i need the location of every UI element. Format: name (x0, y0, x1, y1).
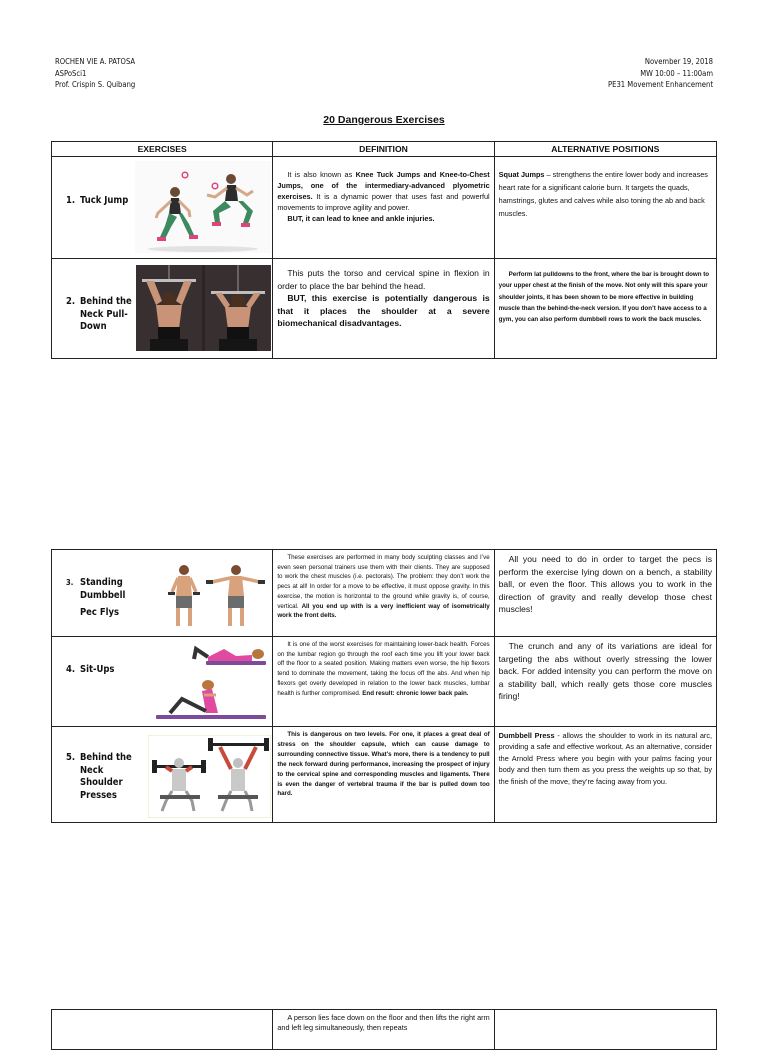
sit-up-image (146, 639, 271, 725)
table-header-row (52, 142, 717, 157)
alternative-cell: Squat Jumps – strengthens the entire lower body and increases heart rate for a significant calorie burn. It targets the quads, hamstrings, glutes and calves while also toning the ab and back muscles. (494, 157, 716, 259)
date: November 19, 2018 (644, 57, 713, 66)
exercises-table-3 (51, 1009, 717, 1050)
exercise-name: 3. Standing Dumbbell Pec Flys (66, 577, 126, 618)
header-definition: DEFINITION (273, 142, 494, 157)
header-alternative: ALTERNATIVE POSITIONS (494, 142, 716, 157)
alternative-cell: All you need to do in order to target the pecs is perform the exercise lying down on a bench, a stability ball, or even the floor. This allows you to work in the direction of gravity and really develop those chest muscles! (494, 550, 716, 637)
course-code: ASPoSci1 (55, 68, 87, 78)
professor-name: Prof. Crispin S. Quibang (55, 80, 136, 89)
tuck-jump-image (135, 161, 271, 253)
definition-cell: It is one of the worst exercises for maintaining lower-back health. Forces on the lumbar region go through the roof each time you lift your lower back off the floor to a seated position. Making matters even worse, the hip flexors tend to dominate the movement, taking the focus off the abs. And when hip flexors get overly developed in relation to the lower back muscles, lumbar health is further compromised. End result: chronic lower back pain. (273, 637, 494, 727)
exercise-name: 4. Sit-Ups (66, 664, 115, 675)
exercises-table-2 (51, 549, 717, 823)
table-row (52, 157, 717, 259)
schedule: MW 10:00 – 11:00am (640, 68, 713, 78)
exercise-cell (52, 157, 273, 259)
pec-fly-image (154, 562, 270, 632)
definition-cell: This is dangerous on two levels. For one, it places a great deal of stress on the shoulder capsule, which can cause damage to surrounding connective tissue. What’s more, there is a tendency to pull the neck forward during performance, increasing the prospect of injury to the cervical spine and corresponding muscles and ligaments. There is even the danger of vertebral trauma if the bar is pulled down too hard. (273, 727, 494, 823)
document-title: 20 Dangerous Exercises (323, 114, 445, 126)
exercise-cell (52, 1010, 273, 1050)
definition-cell: A person lies face down on the floor and then lifts the right arm and left leg simultaneously, then repeats (273, 1010, 494, 1050)
exercises-table-1 (51, 141, 717, 359)
alternative-cell: The crunch and any of its variations are ideal for targeting the abs without overly stressing the lower back. For added intensity you can perform the move on a stability ball, which really gets those core muscles firing! (494, 637, 716, 727)
alternative-cell: Dumbbell Press - allows the shoulder to work in its natural arc, providing a safe and effective workout. As an alternative, consider the Arnold Press where you begin with your palms facing your body and then turn them as you press the weights up so that, by the finish of the move, they’re facing away from you. (494, 727, 716, 823)
shoulder-press-image (148, 735, 271, 818)
exercise-name: 2. Behind the Neck Pull-Down (66, 296, 132, 332)
alternative-cell: Perform lat pulldowns to the front, where the bar is brought down to your upper chest at the finish of the move. Not only will this spare your shoulder joints, it has been shown to be more effective in building muscle than the behind-the-neck version. If you don’t have access to a gym, you can also perform dumbbell rows to work the back muscles. (494, 259, 716, 359)
definition-cell: These exercises are performed in many body sculpting classes and I’ve even seen personal trainers use them with their clients. They are supposed to work the chest muscles (i.e. pectorals). The problem: they don’t work the pecs at all! In order for a move to be effective, it must oppose gravity. In this exercise, the motion is horizontal to the ground while gravity is, of course, vertical. All you end up with is a very inefficient way of isometrically work the front delts. (273, 550, 494, 637)
subject: PE31 Movement Enhancement (608, 80, 713, 89)
pull-down-image (136, 265, 271, 351)
definition-cell: It is also known as Knee Tuck Jumps and Knee-to-Chest Jumps, one of the intermediary-advanced plyometric exercises. It is a dynamic power that uses fast and powerful movements to improve agility and power. BUT, it can lead to knee and ankle injuries. (273, 157, 494, 259)
table-row (52, 1010, 717, 1050)
exercise-cell (52, 259, 273, 359)
alternative-cell (494, 1010, 716, 1050)
exercise-cell (52, 550, 273, 637)
table-row (52, 637, 717, 727)
definition-cell: This puts the torso and cervical spine in flexion in order to place the bar behind the head. BUT, this exercise is potentially dangerous is that it places the shoulder at a severe biomechanical disadvantages. (273, 259, 494, 359)
exercise-name: 5. Behind the Neck Shoulder Presses (66, 752, 132, 801)
student-name: ROCHEN VIE A. PATOSA (55, 57, 136, 66)
exercise-cell (52, 637, 273, 727)
exercise-name: 1. Tuck Jump (66, 195, 129, 206)
table-row (52, 550, 717, 637)
student-info (55, 56, 135, 91)
table-row (52, 259, 717, 359)
exercise-cell (52, 727, 273, 823)
class-info (600, 56, 713, 91)
table-row (52, 727, 717, 823)
header-exercises: EXERCISES (52, 142, 273, 157)
